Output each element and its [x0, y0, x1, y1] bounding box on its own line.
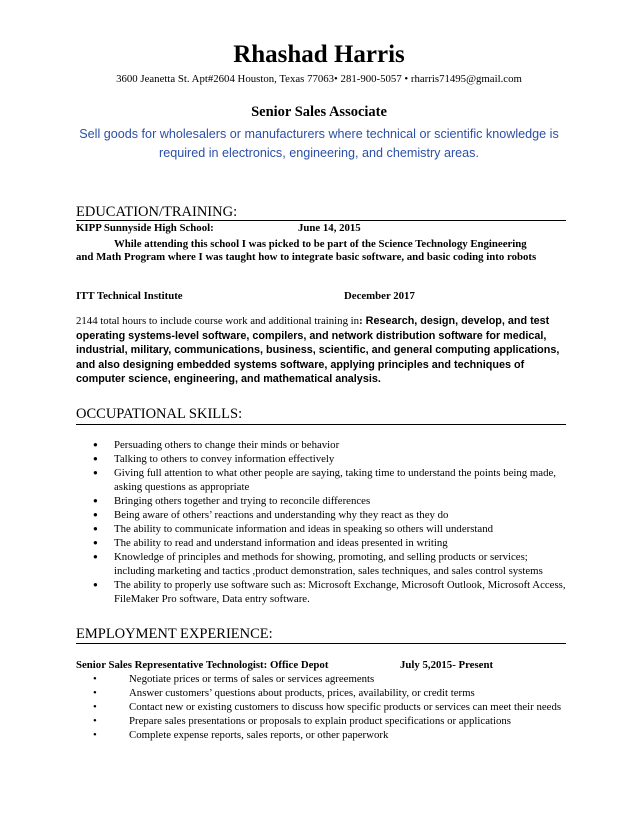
school-kipp: [76, 222, 566, 235]
school-itt-description-colon: :: [359, 315, 363, 327]
job-date: July 5,2015- Present: [400, 659, 494, 671]
school-itt: [76, 290, 566, 303]
candidate-name: Rhashad Harris: [233, 41, 405, 68]
job-duties-list: [76, 672, 566, 742]
skills-heading: OCCUPATIONAL SKILLS:: [76, 406, 243, 422]
job-title: Senior Sales Representative Technologist: Office Depot: [76, 659, 329, 671]
skill-item: ● Persuading others to change their minds or behavior: [76, 438, 566, 452]
skill-item: ● The ability to communicate information and ideas in speaking so others will understand: [76, 522, 566, 536]
job-office-depot: [76, 658, 566, 672]
skill-item: ● The ability to properly use software such as: Microsoft Exchange, Microsoft Outlook, Microsoft Access, FileMaker Pro software, Data entry software.: [76, 578, 566, 606]
school-itt-name: ITT Technical Institute: [76, 290, 183, 302]
duty-item: • Prepare sales presentations or proposals to explain product specifications or applications: [76, 714, 566, 728]
skill-item: ● The ability to read and understand information and ideas presented in writing: [76, 536, 566, 550]
school-kipp-date: June 14, 2015: [298, 222, 361, 234]
education-heading: EDUCATION/TRAINING:: [76, 204, 238, 220]
skill-item: ● Giving full attention to what other people are saying, taking time to understand the points being made, asking questions as appropriate: [76, 466, 566, 494]
skills-divider: [76, 424, 566, 425]
job-target-title: Senior Sales Associate: [251, 104, 387, 120]
education-divider: [76, 220, 566, 221]
skill-item: ● Knowledge of principles and methods for showing, promoting, and selling products or services; including marketing and tactics ,product demonstration, sales techniques, and sales control systems: [76, 550, 566, 578]
school-kipp-description: [76, 238, 566, 264]
school-kipp-name: KIPP Sunnyside High School:: [76, 222, 214, 234]
school-kipp-description-line1: While attending this school I was picked to be part of the Science Technology Engineering: [114, 238, 527, 250]
duty-item: • Complete expense reports, sales reports, or other paperwork: [76, 728, 566, 742]
contact-info: 3600 Jeanetta St. Apt#2604 Houston, Texas 77063• 281-900-5057 • rharris71495@gmail.com: [116, 73, 522, 85]
school-itt-description: [76, 314, 566, 387]
skills-list: [76, 438, 566, 606]
duty-item: • Answer customers’ questions about products, prices, availability, or credit terms: [76, 686, 566, 700]
skill-item: ● Being aware of others’ reactions and understanding why they react as they do: [76, 508, 566, 522]
skill-item: ● Talking to others to convey information effectively: [76, 452, 566, 466]
skill-item: ● Bringing others together and trying to reconcile differences: [76, 494, 566, 508]
school-kipp-description-line2: and Math Program where I was taught how to integrate basic software, and basic coding into robots: [76, 251, 537, 263]
objective-statement: Sell goods for wholesalers or manufacturers where technical or scientific knowledge is required in electronics, engineering, and chemistry areas.: [79, 127, 559, 160]
school-itt-description-plain: 2144 total hours to include course work and additional training in: [76, 315, 360, 327]
school-itt-description-bold: Research, design, develop, and test operating systems-level software, compilers, and network distribution software for medical, industrial, military, communications, business, scientific, and general computing applications, and also designing embedded systems software, applying principles and techniques of computer science, engineering, and mathematical analysis.: [76, 315, 560, 385]
duty-item: • Contact new or existing customers to discuss how specific products or services can meet their needs: [76, 700, 566, 714]
employment-heading: EMPLOYMENT EXPERIENCE:: [76, 626, 273, 642]
duty-item: • Negotiate prices or terms of sales or services agreements: [76, 672, 566, 686]
employment-divider: [76, 643, 566, 644]
school-itt-date: December 2017: [344, 290, 415, 302]
